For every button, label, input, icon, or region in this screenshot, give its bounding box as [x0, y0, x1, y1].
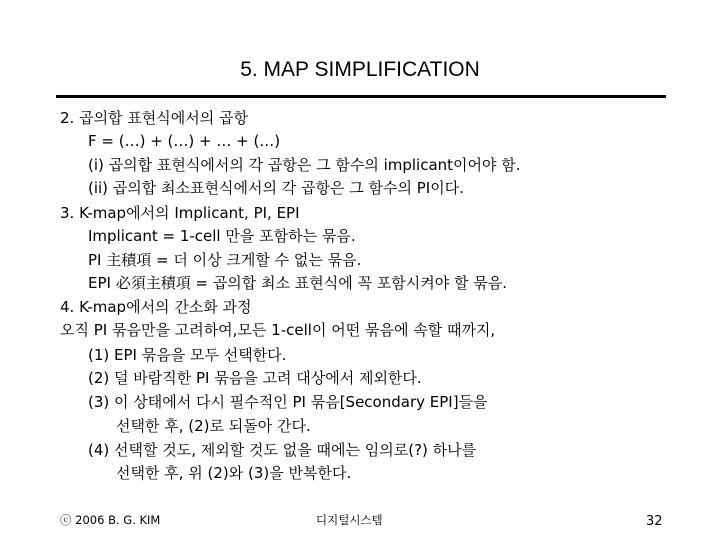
formula-line: F = (…) + (…) + … + (…)	[88, 132, 281, 150]
pi-definition: PI 主積項 = 더 이상 크게할 수 없는 묶음.	[88, 251, 362, 269]
step-1: (1) EPI 묶음을 모두 선택한다.	[88, 346, 287, 364]
step-3: (3) 이 상태에서 다시 필수적인 PI 묶음[Secondary EPI]들을	[88, 393, 488, 411]
implicant-definition: Implicant = 1-cell 만을 포함하는 묶음.	[88, 227, 356, 245]
epi-definition: EPI 必須主積項 = 곱의합 최소 표현식에 꼭 포함시켜야 할 묶음.	[88, 274, 508, 292]
step-3-continued: 선택한 후, (2)로 되돌아 간다.	[116, 417, 311, 435]
section-3-heading: 3. K-map에서의 Implicant, PI, EPI	[60, 204, 300, 222]
page-number: 32	[646, 514, 663, 529]
footer-course-name: 디지털시스템	[316, 513, 383, 527]
step-4-continued: 선택한 후, 위 (2)와 (3)을 반복한다.	[116, 464, 352, 482]
step-4: (4) 선택할 것도, 제외할 것도 없을 때에는 임의로(?) 하나를	[88, 441, 477, 459]
procedure-intro: 오직 PI 묶음만을 고려하여,모든 1-cell이 어떤 묶음에 속할 때까지,	[60, 321, 496, 339]
rule-i: (i) 곱의합 표현식에서의 각 곱항은 그 함수의 implicant이어야 함.	[88, 156, 521, 174]
rule-ii: (ii) 곱의합 최소표현식에서의 각 곱항은 그 함수의 PI이다.	[88, 179, 464, 197]
section-4-heading: 4. K-map에서의 간소화 과정	[60, 298, 252, 316]
step-2: (2) 덜 바람직한 PI 묶음을 고려 대상에서 제외한다.	[88, 369, 422, 387]
footer-copyright: ⓒ 2006 B. G. KIM	[60, 513, 161, 527]
slide-title: 5. MAP SIMPLIFICATION	[240, 58, 480, 81]
section-2-heading: 2. 곱의합 표현식에서의 곱항	[60, 109, 249, 127]
